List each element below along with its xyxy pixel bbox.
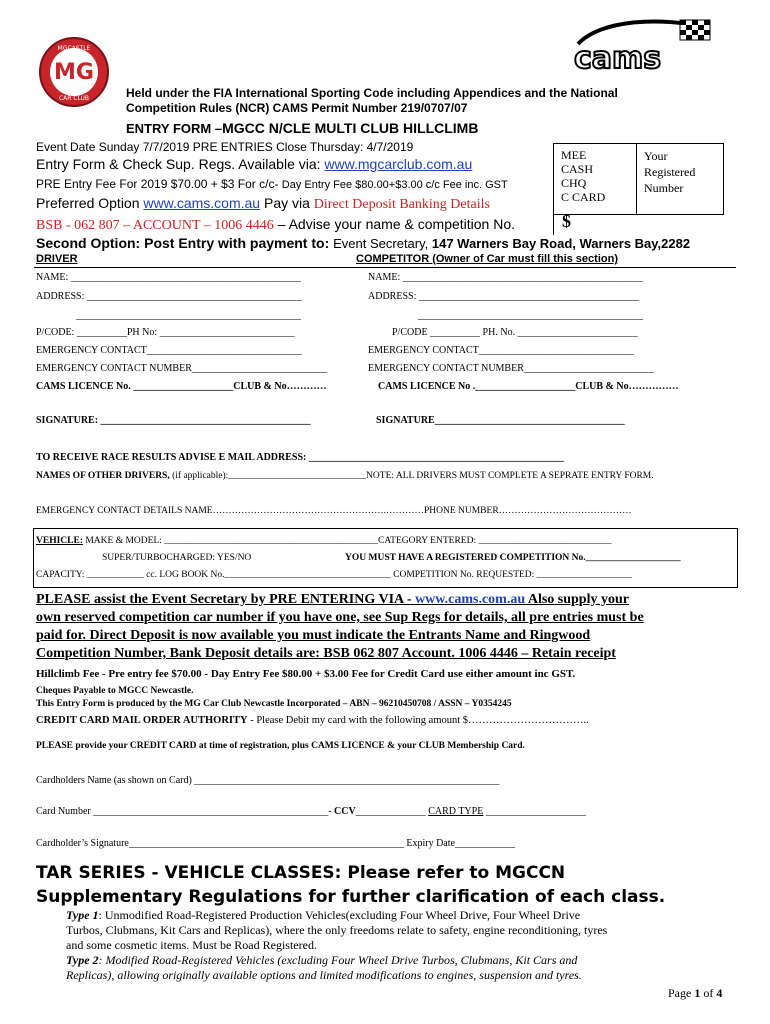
notice-line3: paid for. Direct Deposit is now available you must indicate the Entrants Name and Ringwood [36, 628, 591, 643]
cc-authority [36, 715, 589, 726]
produced-by: This Entry Form is produced by the MG Car Club Newcastle Incorporated – ABN – 96210450708 / ASSN – Y0354245 [36, 699, 512, 709]
competitor-emergency-number-field[interactable]: EMERGENCY CONTACT NUMBER__________________________ [368, 363, 654, 374]
entry-check-text: Entry Form & Check Sup. Regs. Available via: [36, 156, 325, 172]
office-mee: MEE [561, 148, 587, 162]
card-type-label: CARD TYPE [428, 806, 484, 817]
results-email-field[interactable]: TO RECEIVE RACE RESULTS ADVISE E MAIL ADDRESS: ___________________________________________________ [36, 452, 564, 463]
driver-heading: DRIVER [36, 253, 78, 265]
svg-text:MG: MG [54, 60, 94, 85]
second-option [36, 235, 690, 251]
entry-form-event: MGCC N/CLE MULTI CLUB HILLCLIMB [222, 120, 479, 136]
card-number-field[interactable]: Card Number _______________________________________________- CCV______________ CARD TYPE ____________________ [36, 806, 586, 817]
section-divider [34, 267, 736, 268]
cams-logo [570, 14, 720, 72]
entry-form-title [126, 120, 478, 136]
must-have-comp-number: YOU MUST HAVE A REGISTERED COMPETITION No.____________________ [345, 553, 681, 563]
type1-item [36, 908, 607, 953]
dollar-box-left [553, 213, 554, 235]
vehicle-label: VEHICLE: [36, 536, 83, 546]
office-registered-number [644, 148, 695, 196]
type2-label: Type 2 [66, 953, 99, 967]
emergency-details-field[interactable]: EMERGENCY CONTACT DETAILS NAME……………………………………………….…………PHONE NUMBER…………………………………… [36, 506, 632, 516]
bsb-advise: – Advise your name & competition No. [273, 216, 516, 232]
type1-label: Type 1 [66, 908, 99, 922]
svg-text:CAR CLUB: CAR CLUB [58, 95, 90, 102]
competitor-address2-field[interactable]: _____________________________________________ [418, 310, 643, 321]
cc-authority-label: CREDIT CARD MAIL ORDER AUTHORITY [36, 715, 248, 726]
hillclimb-fee: Hillclimb Fee - Pre entry fee $70.00 - Day Entry Fee $80.00 + $3.00 Fee for Credit Card use either amount inc GST. [36, 668, 576, 680]
preferred-deposit: Direct Deposit Banking Details [313, 197, 490, 212]
vehicle-make-field[interactable] [36, 536, 611, 546]
cheques-payable: Cheques Payable to MGCC Newcastle. [36, 686, 194, 696]
driver-address-field[interactable]: ADDRESS: ___________________________________________ [36, 291, 302, 302]
office-payment-list [561, 148, 605, 204]
notice-line2: own reserved competition car number if you have one, see Sup Regs for details, all pre entries must be [36, 610, 644, 625]
office-ccard: C CARD [561, 190, 606, 204]
header-line1: Held under the FIA International Sporting Code including Appendices and the National [126, 86, 618, 100]
card-number-label: Card Number _______________________________________________- [36, 806, 335, 817]
type1-line2: Turbos, Clubmans, Kit Cars and Replicas), where the only freedoms relate to safety, engine reconditioning, tyres [66, 923, 608, 937]
bsb-account: BSB - 062 807 – ACCOUNT – 1006 4446 [36, 218, 274, 233]
page-number: Page 1 of 4 [668, 986, 723, 1000]
driver-emergency-field[interactable]: EMERGENCY CONTACT_______________________________ [36, 345, 302, 356]
notice-cams-link[interactable]: www.cams.com.au [415, 592, 526, 607]
pre-entry-notice [36, 591, 644, 663]
office-chq: CHQ [561, 176, 587, 190]
svg-text:cams: cams [574, 41, 662, 72]
preferred-option [36, 195, 490, 213]
provide-credit-card: PLEASE provide your CREDIT CARD at time of registration, plus CAMS LICENCE & your CLUB Membership Card. [36, 741, 525, 751]
pre-entry-fee-main: PRE Entry Fee For 2019 $70.00 + $3 For c/c- [36, 177, 282, 191]
entry-form-prefix: ENTRY FORM – [126, 121, 223, 136]
mgcarclub-link[interactable]: www.mgcarclub.com.au [324, 156, 473, 172]
header-line2: Competition Rules (NCR) CAMS Permit Number 219/0707/07 [126, 101, 468, 115]
office-cash: CASH [561, 162, 594, 176]
supercharged-field[interactable]: SUPER/TURBOCHARGED: YES/NO [102, 553, 252, 563]
driver-signature-field[interactable]: SIGNATURE: __________________________________________ [36, 415, 311, 426]
svg-text:MGCASTLE: MGCASTLE [57, 45, 91, 52]
driver-postcode-field[interactable]: P/CODE: __________PH No: ___________________________ [36, 327, 295, 338]
competitor-heading: COMPETITOR (Owner of Car must fill this section) [356, 253, 618, 265]
preferred-pay: Pay via [260, 195, 314, 211]
cardholder-signature-field[interactable]: Cardholder’s Signature_______________________________________________________ Expiry Date____________ [36, 838, 515, 849]
office-box-divider [636, 143, 637, 214]
entry-check-line [36, 156, 472, 172]
notice-line4: Competition Number, Bank Deposit details are: BSB 062 807 Account. 1006 4446 – Retain receipt [36, 646, 616, 661]
driver-emergency-number-field[interactable]: EMERGENCY CONTACT NUMBER___________________________ [36, 363, 327, 374]
driver-address2-field[interactable]: _____________________________________________ [76, 310, 301, 321]
type2-item [36, 953, 607, 983]
tar-title-line2: Supplementary Regulations for further clarification of each class. [36, 887, 666, 907]
other-drivers-field[interactable] [36, 471, 654, 481]
dollar-sign: $ [562, 211, 571, 231]
competitor-postcode-field[interactable]: P/CODE __________ PH. No. ________________________ [392, 327, 638, 338]
tar-title-line1: TAR SERIES - VEHICLE CLASSES: Please refer to MGCCN [36, 863, 566, 883]
competitor-name-field[interactable]: NAME: ________________________________________________ [368, 272, 643, 283]
vehicle-classes-list [36, 908, 607, 983]
type1-line3: and some cosmetic items. Must be Road Registered. [66, 938, 317, 952]
pre-entry-fee-small: Day Entry Fee $80.00+$3.00 c/c Fee inc. GST [281, 179, 508, 191]
page-total: 4 [716, 986, 723, 1000]
vehicle-make-text: MAKE & MODEL: _____________________________________________CATEGORY ENTERED: ____________________________ [82, 536, 612, 546]
ccv-label: CCV [334, 806, 356, 817]
event-date: Event Date Sunday 7/7/2019 PRE ENTRIES Close Thursday: 4/7/2019 [36, 140, 414, 154]
office-number: Number [644, 181, 684, 195]
driver-name-field[interactable]: NAME: ______________________________________________ [36, 272, 301, 283]
cc-authority-text: - Please Debit my card with the following amount $…………………………….. [247, 715, 589, 726]
notice-line1: PLEASE assist the Event Secretary by PRE ENTERING VIA - www.cams.com.au Also supply your [36, 592, 629, 607]
type2-text: : Modified Road-Registered Vehicles (excluding Four Wheel Drive Turbos, Clubmans, Kit Cars and [98, 953, 578, 967]
other-drivers-note: (if applicable):_____________________________NOTE: ALL DRIVERS MUST COMPLETE A SEPRATE ENTRY FORM. [169, 471, 654, 481]
competitor-licence-field[interactable]: CAMS LICENCE No .____________________CLUB & No…………… [378, 381, 679, 392]
office-your: Your [644, 149, 668, 163]
competitor-address-field[interactable]: ADDRESS: ____________________________________________ [368, 291, 639, 302]
preferred-text: Preferred Option [36, 195, 144, 211]
office-registered: Registered [644, 165, 696, 179]
bsb-line [36, 216, 515, 234]
cardholder-name-field[interactable]: Cardholders Name (as shown on Card) _____________________________________________________________ [36, 775, 500, 786]
type2-line2: Replicas), allowing originally available options and limited modifications to engines, suspension and tyres. [66, 968, 582, 982]
driver-licence-field[interactable]: CAMS LICENCE No. ____________________CLUB & No………… [36, 381, 327, 392]
competitor-emergency-field[interactable]: EMERGENCY CONTACT_______________________________ [368, 345, 634, 356]
competitor-signature-field[interactable]: SIGNATURE______________________________________ [376, 415, 625, 426]
second-option-secretary: Event Secretary, [333, 236, 432, 251]
other-drivers-label: NAMES OF OTHER DRIVERS, [36, 471, 170, 481]
pre-entry-fee [36, 177, 508, 191]
tar-series-title [36, 861, 665, 909]
second-option-address: 147 Warners Bay Road, Warners Bay,2282 [431, 236, 691, 251]
second-option-label: Second Option: Post Entry with payment to: [36, 235, 334, 251]
page-current: 1 [694, 986, 701, 1000]
mg-car-club-logo [38, 36, 110, 108]
cams-link[interactable]: www.cams.com.au [143, 195, 261, 211]
type1-text: : Unmodified Road-Registered Production Vehicles(excluding Four Wheel Drive, Four Wheel Drive [98, 908, 581, 922]
capacity-field[interactable]: CAPACITY: ____________ cc. LOG BOOK No.___________________________________ COMPETITION No. REQUESTED: ____________________ [36, 570, 632, 580]
